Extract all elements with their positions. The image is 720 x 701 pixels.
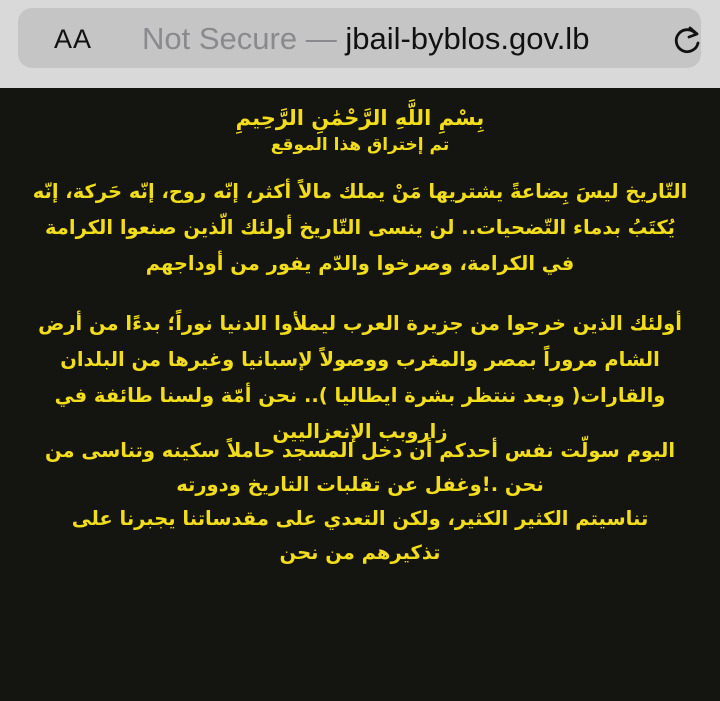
domain-text: jbail-byblos.gov.lb bbox=[345, 21, 590, 56]
url-display[interactable] bbox=[142, 21, 589, 57]
paragraph-1: التّاريخ ليسَ بِضاعةً يشتريها مَنْ يملك مالاً أكثر، إنّه روح، إنّه حَركة، إنّه يُكتَبُ بدماء التّضحيات.. لن ينسى التّاريخ أولئك الّذين صنعوا الكرامة في الكرامة، وصرخوا والدّم يفور من أوداجهم bbox=[32, 180, 688, 275]
basmala-heading: بِسْمِ اللَّهِ الرَّحْمَٰنِ الرَّحِيمِ bbox=[235, 106, 485, 130]
security-label: Not Secure bbox=[142, 21, 298, 56]
text-size-button[interactable]: AA bbox=[54, 24, 93, 54]
paragraph-2: أولئك الذين خرجوا من جزيرة العرب ليملأوا الدنيا نوراً؛ بدءًا من أرض الشام مروراً بمصر والمغرب ووصولاً لإسبانيا وغيرها من البلدان والقارات( وبعد ننتظر بشرة ايطاليا ).. نحن أمّة ولسنا طائفة في زاروبب الإنعزاليين bbox=[38, 312, 682, 443]
hacked-notice: تم إختراق هذا الموقع bbox=[270, 135, 450, 155]
browser-toolbar bbox=[0, 0, 720, 88]
url-separator: — bbox=[305, 21, 337, 56]
page-content bbox=[0, 88, 720, 701]
paragraph-3: اليوم سولّت نفس أحدكم أن دخل المسجد حاملاً سكينه وتناسى من نحن .!وغفل عن تقلبات التاريخ ودورته bbox=[44, 439, 676, 496]
address-bar[interactable] bbox=[18, 8, 701, 68]
reload-icon[interactable] bbox=[670, 24, 704, 58]
paragraph-4: تناسيتم الكثير الكثير، ولكن التعدي على مقدساتنا يجبرنا على تذكيرهم من نحن bbox=[71, 507, 649, 564]
